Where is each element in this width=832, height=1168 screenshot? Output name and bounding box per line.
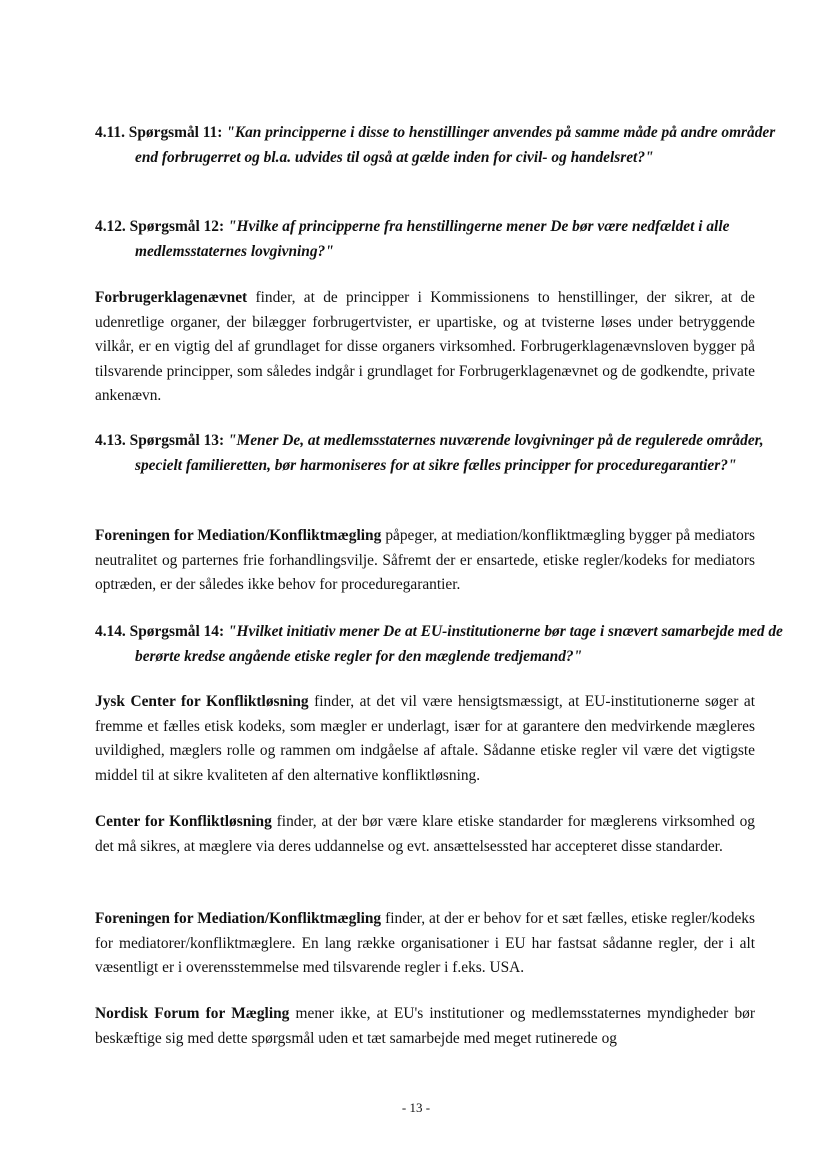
answer-nordisk-forum — [95, 1002, 755, 1051]
question-4-14 — [95, 620, 795, 669]
question-text: "Mener De, at medlemsstaternes nuværende lovgivninger på de regulerede områder, specielt familieretten, bør harmoniseres for at sikre fælles principper for proceduregarantier?" — [135, 432, 764, 474]
organization-name: Foreningen for Mediation/Konfliktmægling — [95, 527, 382, 544]
answer-text: finder, at der bør være klare etiske standarder for mæglerens virksomhed og det må sikres, at mæglere via deres uddannelse og evt. ansættelsessted har accepteret disse standarder. — [95, 813, 755, 855]
question-lead: Spørgsmål 13: — [129, 432, 225, 449]
question-lead: Spørgsmål 14: — [129, 623, 225, 640]
answer-jysk-center — [95, 690, 755, 788]
question-text: "Kan principperne i disse to henstillinger anvendes på samme måde på andre områder end forbrugerret og bl.a. udvides til også at gælde inden for civil- og handelsret?" — [135, 124, 776, 166]
answer-foreningen-mediation-2 — [95, 907, 755, 981]
section-number: 4.12. — [95, 218, 126, 235]
organization-name: Center for Konfliktløsning — [95, 813, 272, 830]
answer-text: finder, at det vil være hensigtsmæssigt, at EU-institutionerne søger at fremme et fælles etisk kodeks, som mægler er underlagt, især for at garantere den medvirkende mægleres uvildighed, mæglers rolle og rammen om indgåelse af aftale. Sådanne etiske regler vil være det vigtigste middel til at sikre kvaliteten af den alternative konfliktløsning. — [95, 693, 755, 784]
answer-forbrugerklagenaevnet — [95, 286, 755, 409]
answer-text: finder, at der er behov for et sæt fælles, etiske regler/kodeks for mediatorer/konfliktmæglere. En lang række organisationer i EU har fastsat sådanne regler, der i alt væsentligt er i overensstemmelse med tilsvarende regler i f.eks. USA. — [95, 910, 755, 976]
question-4-12 — [95, 215, 795, 264]
question-text: "Hvilke af principperne fra henstillingerne mener De bør være nedfældet i alle medlemsstaternes lovgivning?" — [135, 218, 730, 260]
question-4-13 — [95, 429, 795, 478]
answer-text: finder, at de principper i Kommissionens to henstillinger, der sikrer, at de udenretlige organer, der bilægger forbrugertvister, er upartiske, og at tvisterne løses under betryggende vilkår, er en vigtig del af grundlaget for disse organers virksomhed. Forbrugerklagenævnsloven bygger på tilsvarende principper, som således indgår i grundlaget for Forbrugerklagenævnet og de godkendte, private ankenævn. — [95, 289, 755, 404]
page-number: - 13 - — [401, 1100, 431, 1115]
answer-text: mener ikke, at EU's institutioner og medlemsstaternes myndigheder bør beskæftige sig med dette spørgsmål uden et tæt samarbejde med meget rutinerede og — [95, 1005, 755, 1047]
question-4-11 — [95, 121, 795, 170]
section-number: 4.14. — [95, 623, 126, 640]
question-text: "Hvilket initiativ mener De at EU-institutionerne bør tage i snævert samarbejde med de berørte kredse angående etiske regler for den mæglende tredjemand?" — [135, 623, 783, 665]
question-lead: Spørgsmål 12: — [129, 218, 225, 235]
organization-name: Jysk Center for Konfliktløsning — [95, 693, 309, 710]
organization-name: Foreningen for Mediation/Konfliktmægling — [95, 910, 382, 927]
section-number: 4.11. — [95, 124, 125, 141]
question-lead: Spørgsmål 11: — [128, 124, 223, 141]
section-number: 4.13. — [95, 432, 126, 449]
organization-name: Forbrugerklagenævnet — [95, 289, 248, 306]
answer-text: påpeger, at mediation/konfliktmægling bygger på mediators neutralitet og parternes frie forhandlingsvilje. Såfremt der er ensartede, etiske regler/kodeks for mediators optræden, er der således ikke behov for proceduregarantier. — [95, 527, 755, 593]
answer-foreningen-mediation-1 — [95, 524, 755, 598]
answer-center-konfliktloesning — [95, 810, 755, 859]
organization-name: Nordisk Forum for Mægling — [95, 1005, 290, 1022]
